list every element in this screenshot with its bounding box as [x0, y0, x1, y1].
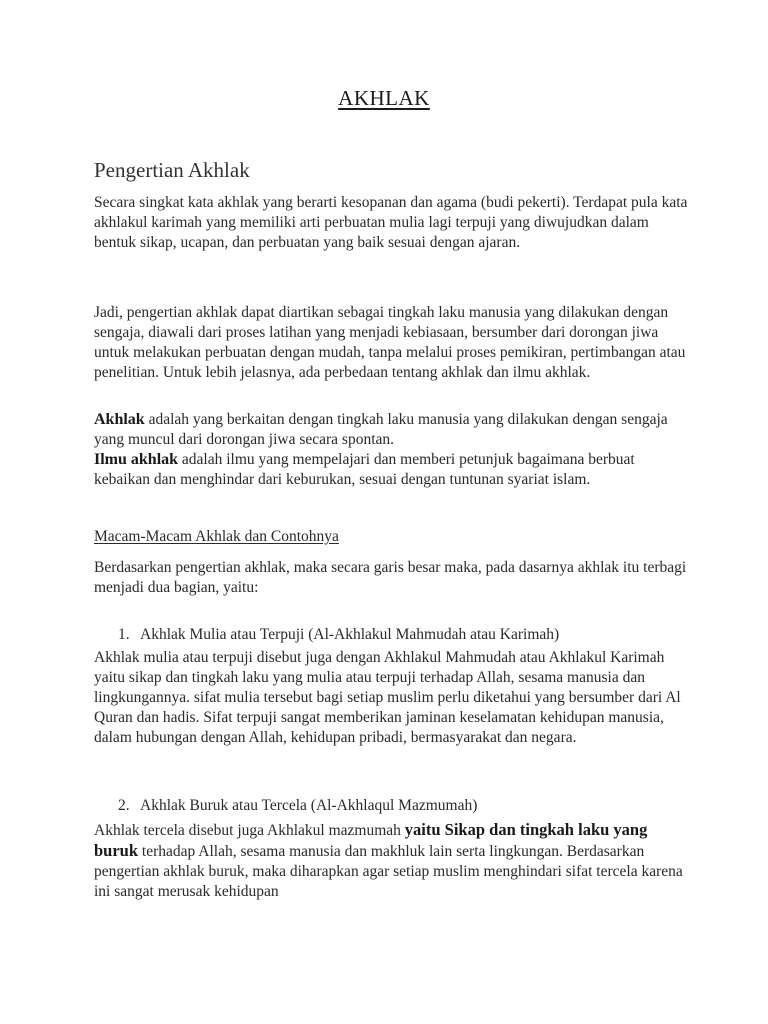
list-item-label: Akhlak Buruk atau Tercela (Al-Akhlaqul Mazmumah) — [140, 797, 478, 814]
intro-paragraph: Secara singkat kata akhlak yang berarti kesopanan dan agama (budi pekerti). Terdapat pula kata akhlakul karimah yang memiliki arti perbuatan mulia lagi terpuji yang diwujudkan dalam bentuk sikap, ucapan, dan perbuatan yang baik sesuai dengan ajaran. — [94, 194, 688, 251]
list-number: 1. — [118, 626, 130, 643]
akhlak-definition: adalah yang berkaitan dengan tingkah laku manusia yang dilakukan dengan sengaja yang muncul dari dorongan jiwa secara spontan. — [94, 411, 668, 448]
types-heading: Macam-Macam Akhlak dan Contohnya — [94, 528, 339, 545]
item2-body-start: Akhlak tercela disebut juga Akhlakul mazmumah — [94, 822, 405, 839]
types-intro-paragraph: Berdasarkan pengertian akhlak, maka secara garis besar maka, pada dasarnya akhlak itu terbagi menjadi dua bagian, yaitu: — [94, 559, 687, 596]
ilmu-akhlak-term: Ilmu akhlak — [94, 451, 179, 468]
item2-body-emphasis: yaitu Sikap dan tingkah laku yang buruk — [94, 820, 648, 860]
list-item-2-body — [94, 820, 694, 902]
section-heading: Pengertian Akhlak — [94, 158, 250, 182]
akhlak-term: Akhlak — [94, 411, 145, 428]
list-item-2-title — [118, 797, 477, 815]
list-item-1-body: Akhlak mulia atau terpuji disebut juga dengan Akhlakul Mahmudah atau Akhlakul Karimah yaitu sikap dan tingkah laku yang mulia atau terpuji terhadap Allah, sesama manusia dan lingkungannya. sifat mulia tersebut bagi setiap muslim perlu diketahui yang bersumber dari Al Quran dan hadis. Sifat terpuji sangat memberikan jaminan keselamatan kehidupan manusia, dalam hubungan dengan Allah, kehidupan pribadi, bermasyarakat dan negara. — [94, 649, 681, 746]
item2-body-end: terhadap Allah, sesama manusia dan makhluk lain serta lingkungan. Berdasarkan pengertian akhlak buruk, maka diharapkan agar setiap muslim menghindari sifat tercela karena ini sangat merusak kehidupan — [94, 843, 683, 900]
ilmu-akhlak-definition: adalah ilmu yang mempelajari dan memberi petunjuk bagaimana berbuat kebaikan dan menghindar dari keburukan, sesuai dengan tuntunan syariat islam. — [94, 451, 635, 488]
document-title: AKHLAK — [338, 86, 430, 110]
list-number: 2. — [118, 797, 130, 814]
akhlak-vs-ilmu-paragraph — [94, 410, 694, 490]
list-item-1-title — [118, 626, 559, 644]
definition-paragraph: Jadi, pengertian akhlak dapat diartikan sebagai tingkah laku manusia yang dilakukan dengan sengaja, diawali dari proses latihan yang menjadi kebiasaan, bersumber dari dorongan jiwa untuk melakukan perbuatan dengan mudah, tanpa melalui proses pemikiran, pertimbangan atau penelitian. Untuk lebih jelasnya, ada perbedaan tentang akhlak dan ilmu akhlak. — [94, 304, 686, 381]
list-item-label: Akhlak Mulia atau Terpuji (Al-Akhlakul Mahmudah atau Karimah) — [140, 626, 560, 643]
